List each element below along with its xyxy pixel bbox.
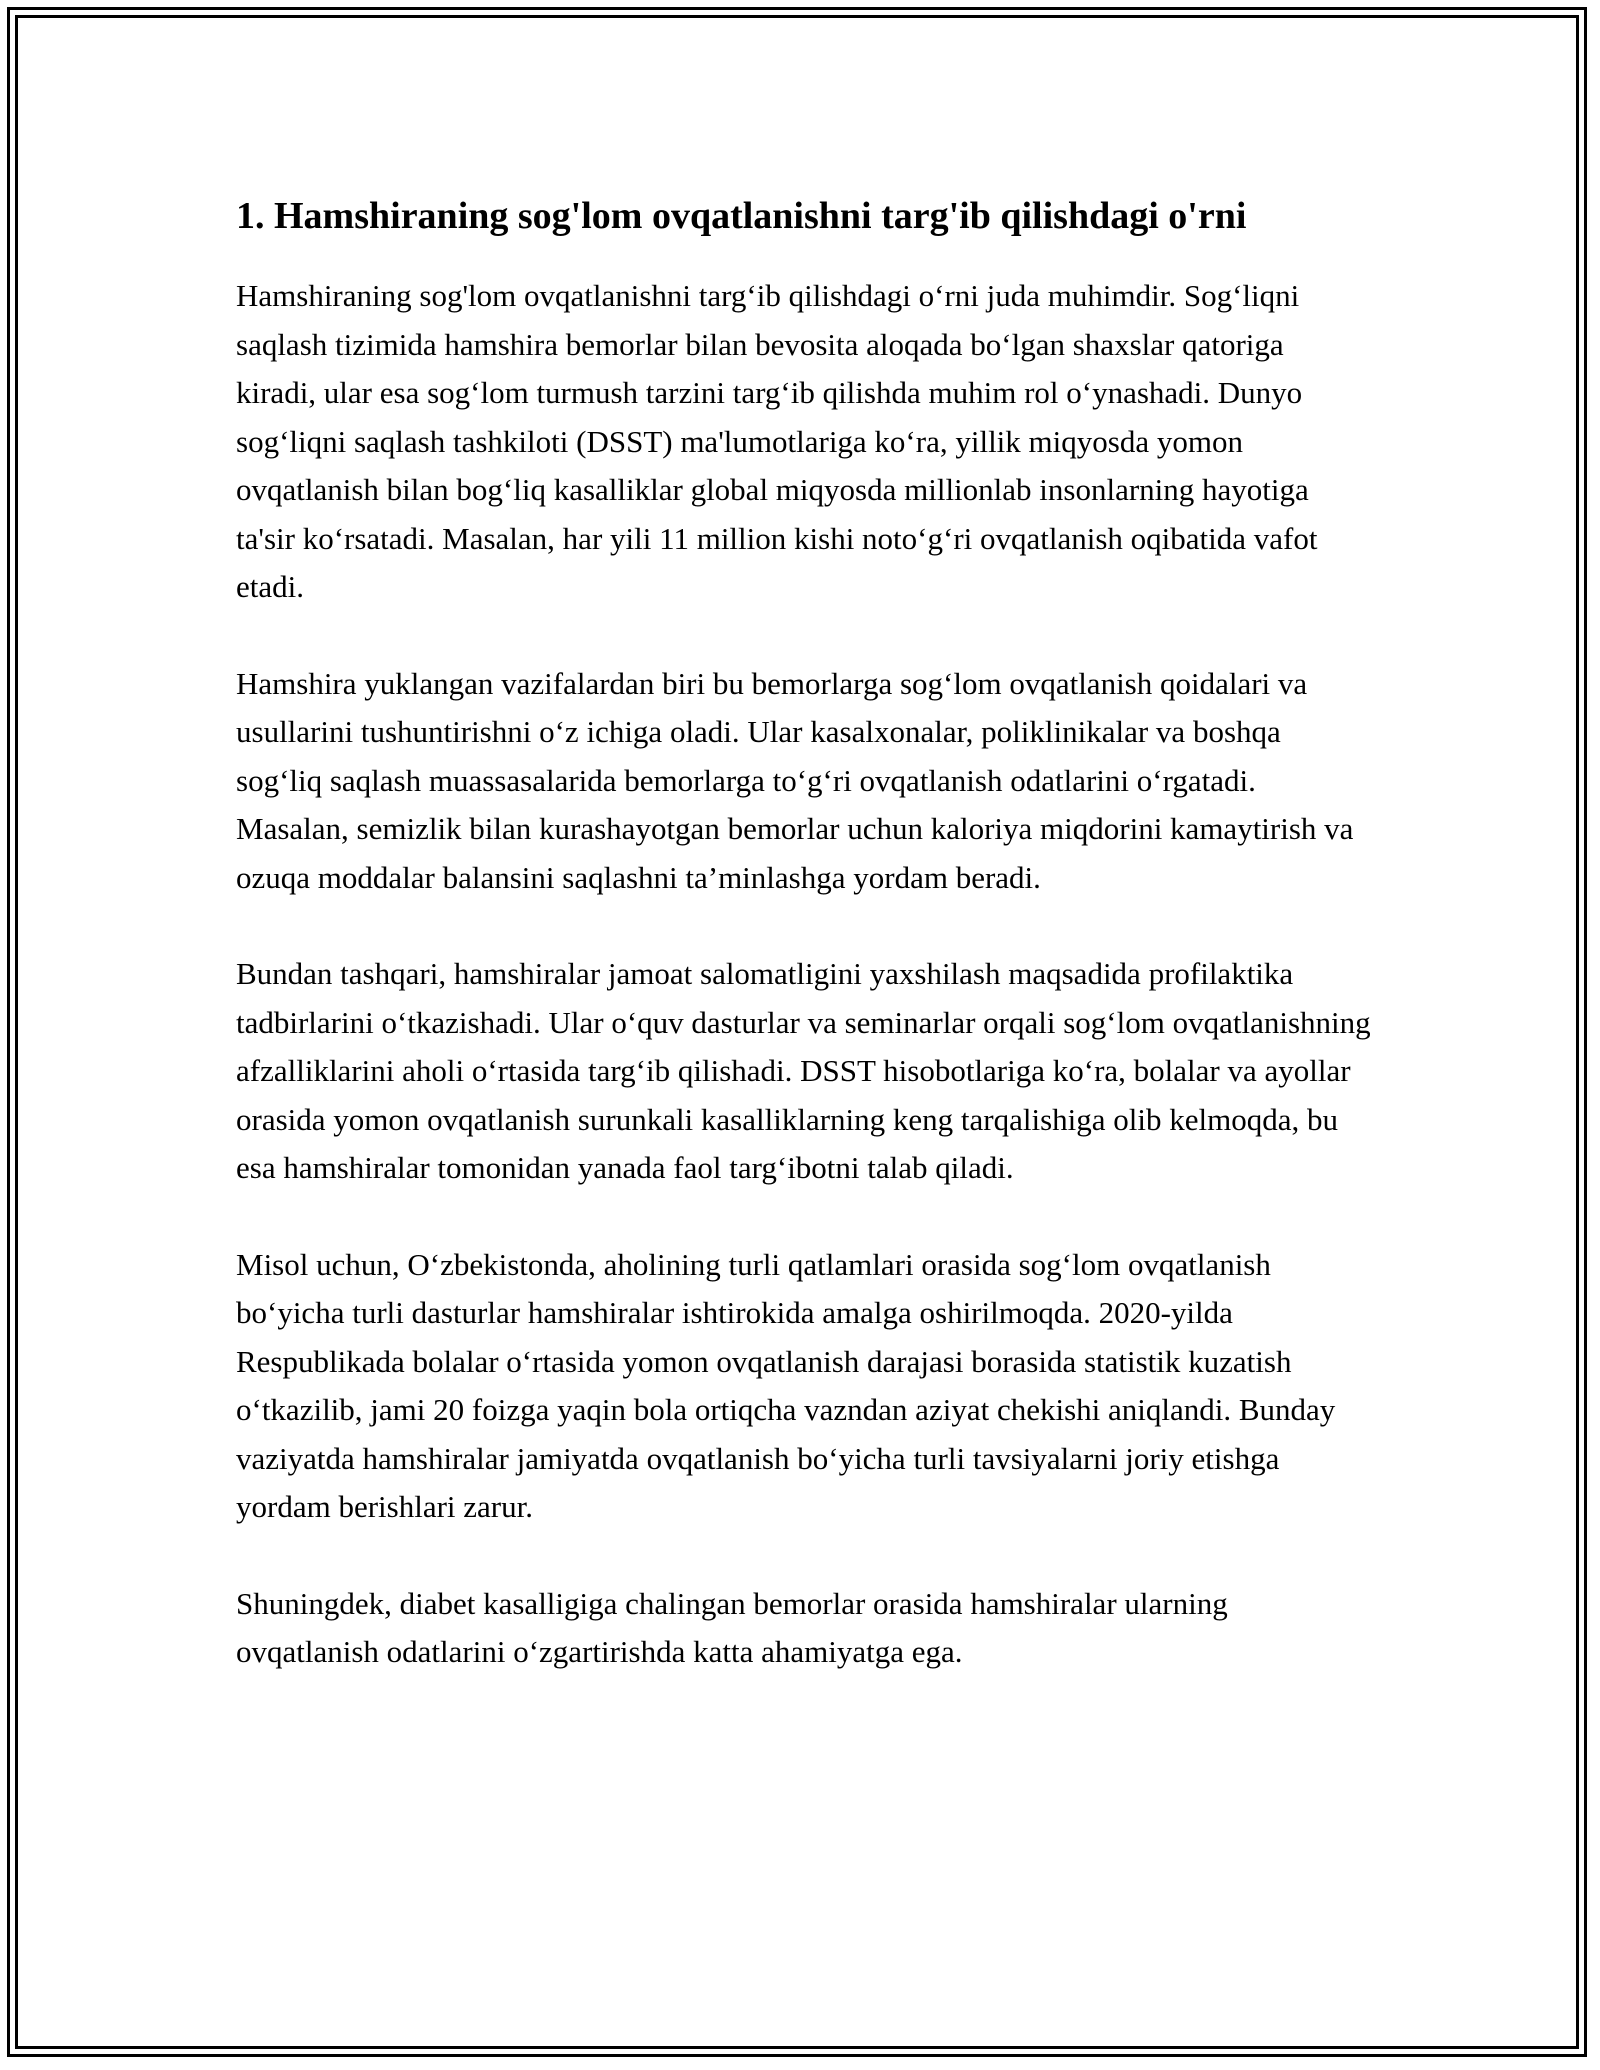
paragraph-4: Misol uchun, O‘zbekistonda, aholining turli qatlamlari orasida sog‘lom ovqatlanish bo‘yicha turli dasturlar hamshiralar ishtirokida amalga oshirilmoqda. 2020-yilda Respublikada bolalar o‘rtasida yomon ovqatlanish darajasi borasida statistik kuzatish o‘tkazilib, jami 20 foizga yaqin bola ortiqcha vazndan aziyat chekishi aniqlandi. Bunday vaziyatda hamshiralar jamiyatda ovqatlanish bo‘yicha turli tavsiyalarni joriy etishga yordam berishlari zarur. (236, 1246, 1336, 1524)
paragraph-1: Hamshiraning sog'lom ovqatlanishni targ‘ib qilishdagi o‘rni juda muhimdir. Sog‘liqni saqlash tizimida hamshira bemorlar bilan bevosita aloqada bo‘lgan shaxslar qatoriga kiradi, ular esa sog‘lom turmush tarzini targ‘ib qilishda muhim rol o‘ynashadi. Dunyo sog‘liqni saqlash tashkiloti (DSST) ma'lumotlariga ko‘ra, yillik miqyosda yomon ovqatlanish bilan bog‘liq kasalliklar global miqyosda millionlab insonlarning hayotiga ta'sir ko‘rsatadi. Masalan, har yili 11 million kishi noto‘g‘ri ovqatlanish oqibatida vafot etadi. (236, 278, 1318, 604)
document-body (236, 190, 1371, 1725)
paragraph-3: Bundan tashqari, hamshiralar jamoat salomatligini yaxshilash maqsadida profilaktika tadbirlarini o‘tkazishadi. Ular o‘quv dasturlar va seminarlar orqali sog‘lom ovqatlanishning afzalliklarini aholi o‘rtasida targ‘ib qilishadi. DSST hisobotlariga ko‘ra, bolalar va ayollar orasida yomon ovqatlanish surunkali kasalliklarning keng tarqalishiga olib kelmoqda, bu esa hamshiralar tomonidan yanada faol targ‘ibotni talab qiladi. (236, 956, 1371, 1185)
paragraph-2: Hamshira yuklangan vazifalardan biri bu bemorlarga sog‘lom ovqatlanish qoidalari va usullarini tushuntirishni o‘z ichiga oladi. Ular kasalxonalar, poliklinikalar va boshqa sog‘liq saqlash muassasalarida bemorlarga to‘g‘ri ovqatlanish odatlarini o‘rgatadi. Masalan, semizlik bilan kurashayotgan bemorlar uchun kaloriya miqdorini kamaytirish va ozuqa moddalar balansini saqlashni ta’minlashga yordam beradi. (236, 665, 1354, 895)
section-heading: 1. Hamshiraning sog'lom ovqatlanishni targ'ib qilishdagi o'rni (236, 195, 1247, 237)
paragraph-5: Shuningdek, diabet kasalligiga chalingan bemorlar orasida hamshiralar ularning ovqatlanish odatlarini o‘zgartirishda katta ahamiyatga ega. (236, 1585, 1228, 1669)
